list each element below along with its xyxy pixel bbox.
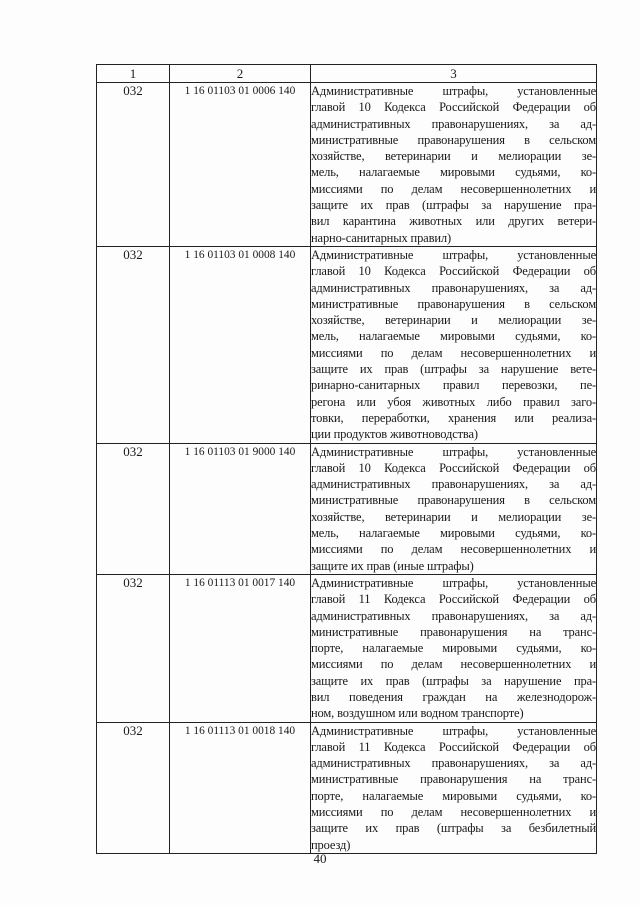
- description-line: хозяйстве, ветеринарии и мелиорации зе-: [311, 149, 596, 164]
- description-line: мель, налагаемые мировыми судьями, ко-: [311, 329, 596, 344]
- budget-classification-code-cell: 1 16 01113 01 0018 140: [170, 722, 311, 853]
- budget-classification-code-cell: 1 16 01113 01 0017 140: [170, 574, 311, 722]
- description-line: нарно-санитарных правил): [311, 230, 451, 245]
- budget-code-table: [96, 64, 597, 854]
- description-line: защите их прав (штрафы за нарушение пра-: [311, 198, 596, 213]
- table-row: [97, 574, 597, 722]
- description-line: главой 11 Кодекса Российской Федерации об: [311, 739, 596, 754]
- description-line: порте, налагаемые мировыми судьями, ко-: [311, 788, 596, 803]
- description-line: миссиями по делам несовершеннолетних и: [311, 345, 596, 360]
- admin-code-cell: 032: [97, 722, 170, 853]
- description-line: административных правонарушениях, за ад-: [311, 608, 596, 623]
- description-line: административных правонарушениях, за ад-: [311, 477, 596, 492]
- description-line: проезд): [311, 837, 351, 852]
- table-row: [97, 722, 597, 853]
- header-col-1: 1: [97, 65, 170, 83]
- description-line: миссиями по делам несовершеннолетних и: [311, 657, 596, 672]
- table-row: [97, 83, 597, 247]
- description-line: ринарно-санитарных правил перевозки, пе-: [311, 378, 596, 393]
- page-number: 40: [313, 851, 327, 866]
- description-line: хозяйстве, ветеринарии и мелиорации зе-: [311, 313, 596, 328]
- description-line: защите их прав (иные штрафы): [311, 558, 474, 573]
- budget-classification-code-cell: 1 16 01103 01 9000 140: [170, 443, 311, 574]
- description-line: административных правонарушениях, за ад-: [311, 280, 596, 295]
- header-col-3: 3: [311, 65, 597, 83]
- description-line: товки, переработки, хранения или реализа-: [311, 410, 596, 425]
- description-line: Административные штрафы, установленные: [311, 444, 596, 459]
- description-line: административных правонарушениях, за ад-: [311, 756, 596, 771]
- description-line: порте, налагаемые мировыми судьями, ко-: [311, 641, 596, 656]
- table-row: [97, 443, 597, 574]
- admin-code-cell: 032: [97, 83, 170, 247]
- description-line: мель, налагаемые мировыми судьями, ко-: [311, 165, 596, 180]
- description-line: министративные правонарушения на транс-: [311, 772, 596, 787]
- description-line: министративные правонарушения в сельском: [311, 493, 596, 508]
- description-line: защите их прав (штрафы за безбилетный: [311, 821, 596, 836]
- table-row: [97, 246, 597, 443]
- description-line: административных правонарушениях, за ад-: [311, 116, 596, 131]
- description-line: главой 10 Кодекса Российской Федерации об: [311, 264, 596, 279]
- description-cell: [311, 246, 597, 443]
- description-line: защите их прав (штрафы за нарушение вете-: [311, 362, 596, 377]
- description-line: Административные штрафы, установленные: [311, 84, 596, 98]
- description-cell: [311, 722, 597, 853]
- budget-classification-code-cell: 1 16 01103 01 0008 140: [170, 246, 311, 443]
- header-col-2: 2: [170, 65, 311, 83]
- admin-code-cell: 032: [97, 246, 170, 443]
- description-line: министративные правонарушения в сельском: [311, 132, 596, 147]
- description-line: Административные штрафы, установленные: [311, 723, 596, 738]
- description-cell: [311, 443, 597, 574]
- budget-classification-code-cell: 1 16 01103 01 0006 140: [170, 83, 311, 247]
- description-line: защите их прав (штрафы за нарушение пра-: [311, 673, 596, 688]
- description-line: хозяйстве, ветеринарии и мелиорации зе-: [311, 509, 596, 524]
- description-line: главой 10 Кодекса Российской Федерации об: [311, 100, 596, 115]
- description-line: регона или убоя животных либо правил заго-: [311, 394, 596, 409]
- description-line: Административные штрафы, установленные: [311, 247, 596, 262]
- admin-code-cell: 032: [97, 443, 170, 574]
- description-line: главой 10 Кодекса Российской Федерации об: [311, 460, 596, 475]
- description-line: вил поведения граждан на железнодорож-: [311, 689, 596, 704]
- description-line: Административные штрафы, установленные: [311, 575, 596, 590]
- description-line: ном, воздушном или водном транспорте): [311, 706, 524, 721]
- description-line: министративные правонарушения в сельском: [311, 296, 596, 311]
- description-line: главой 11 Кодекса Российской Федерации об: [311, 592, 596, 607]
- admin-code-cell: 032: [97, 574, 170, 722]
- description-line: миссиями по делам несовершеннолетних и: [311, 805, 596, 820]
- description-line: миссиями по делам несовершеннолетних и: [311, 181, 596, 196]
- description-line: мель, налагаемые мировыми судьями, ко-: [311, 526, 596, 541]
- description-cell: [311, 83, 597, 247]
- description-line: вил карантина животных или других ветери-: [311, 214, 596, 229]
- description-line: ции продуктов животноводства): [311, 427, 478, 442]
- table-header-row: [97, 65, 597, 83]
- description-cell: [311, 574, 597, 722]
- description-line: министративные правонарушения на транс-: [311, 624, 596, 639]
- description-line: миссиями по делам несовершеннолетних и: [311, 542, 596, 557]
